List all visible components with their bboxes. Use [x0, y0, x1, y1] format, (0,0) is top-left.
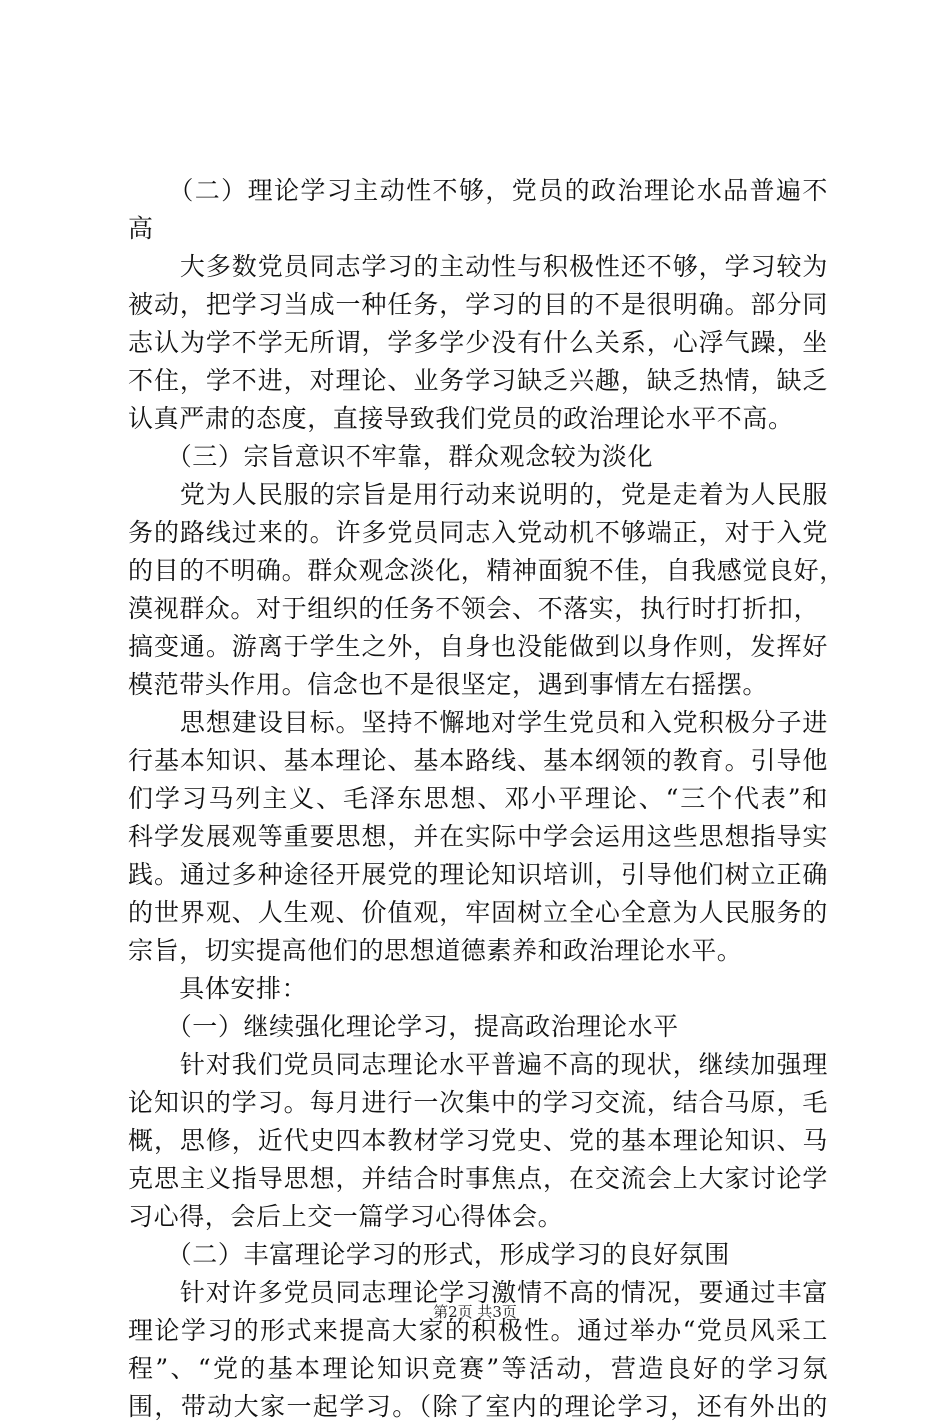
text-line: 搞变通。游离于学生之外，自身也没能做到以身作则，发挥好: [128, 632, 828, 661]
text-line: （一）继续强化理论学习，提高政治理论水平: [128, 1012, 679, 1041]
text-line: 针对许多党员同志理论学习激情不高的情况，要通过丰富: [128, 1278, 828, 1307]
text-line: 志认为学不学无所谓，学多学少没有什么关系，心浮气躁，坐: [128, 328, 828, 357]
text-line: 克思主义指导思想，并结合时事焦点，在交流会上大家讨论学: [128, 1164, 828, 1193]
text-line: 们学习马列主义、毛泽东思想、邓小平理论、“三个代表”和: [128, 784, 828, 813]
text-line: 理论学习的形式来提高大家的积极性。通过举办“党员风采工: [128, 1316, 828, 1345]
text-line: 务的路线过来的。许多党员同志入党动机不够端正，对于入党: [128, 518, 828, 547]
text-line: 具体安排：: [128, 974, 308, 1003]
text-line: 模范带头作用。信念也不是很坚定，遇到事情左右摇摆。: [128, 670, 769, 699]
text-line: 习心得，会后上交一篇学习心得体会。: [128, 1202, 564, 1231]
text-line: 程”、“党的基本理论知识竞赛”等活动，营造良好的学习氛: [128, 1354, 828, 1383]
text-line: （二）丰富理论学习的形式，形成学习的良好氛围: [128, 1240, 730, 1269]
text-line: 的世界观、人生观、价值观，牢固树立全心全意为人民服务的: [128, 898, 828, 927]
text-line: 科学发展观等重要思想，并在实际中学会运用这些思想指导实: [128, 822, 828, 851]
text-line: 思想建设目标。坚持不懈地对学生党员和入党积极分子进: [128, 708, 828, 737]
text-line: 行基本知识、基本理论、基本路线、基本纲领的教育。引导他: [128, 746, 828, 775]
text-line: 践。通过多种途径开展党的理论知识培训，引导他们树立正确: [128, 860, 828, 889]
text-line: 认真严肃的态度，直接导致我们党员的政治理论水平不高。: [128, 404, 794, 433]
text-line: 针对我们党员同志理论水平普遍不高的现状，继续加强理: [128, 1050, 828, 1079]
text-line: （二）理论学习主动性不够，党员的政治理论水品普遍不: [128, 176, 828, 205]
text-line: 围，带动大家一起学习。（除了室内的理论学习，还有外出的: [128, 1392, 828, 1421]
text-line: （三）宗旨意识不牢靠，群众观念较为淡化: [128, 442, 654, 471]
text-line: 宗旨，切实提高他们的思想道德素养和政治理论水平。: [128, 936, 743, 965]
text-line: 论知识的学习。每月进行一次集中的学习交流，结合马原，毛: [128, 1088, 828, 1117]
text-line: 的目的不明确。群众观念淡化，精神面貌不佳，自我感觉良好，: [128, 556, 845, 585]
text-line: 漠视群众。对于组织的任务不领会、不落实，执行时打折扣，: [128, 594, 820, 623]
text-line: 不住，学不进，对理论、业务学习缺乏兴趣，缺乏热情，缺乏: [128, 366, 828, 395]
text-line: 党为人民服的宗旨是用行动来说明的，党是走着为人民服: [128, 480, 828, 509]
body-text: [128, 172, 845, 1426]
text-line: 被动，把学习当成一种任务，学习的目的不是很明确。部分同: [128, 290, 828, 319]
text-line: 概，思修，近代史四本教材学习党史、党的基本理论知识、马: [128, 1126, 828, 1155]
page-footer: 第2页 共3页: [433, 1303, 517, 1321]
text-line: 大多数党员同志学习的主动性与积极性还不够，学习较为: [128, 252, 828, 281]
text-line: 高: [128, 214, 154, 243]
